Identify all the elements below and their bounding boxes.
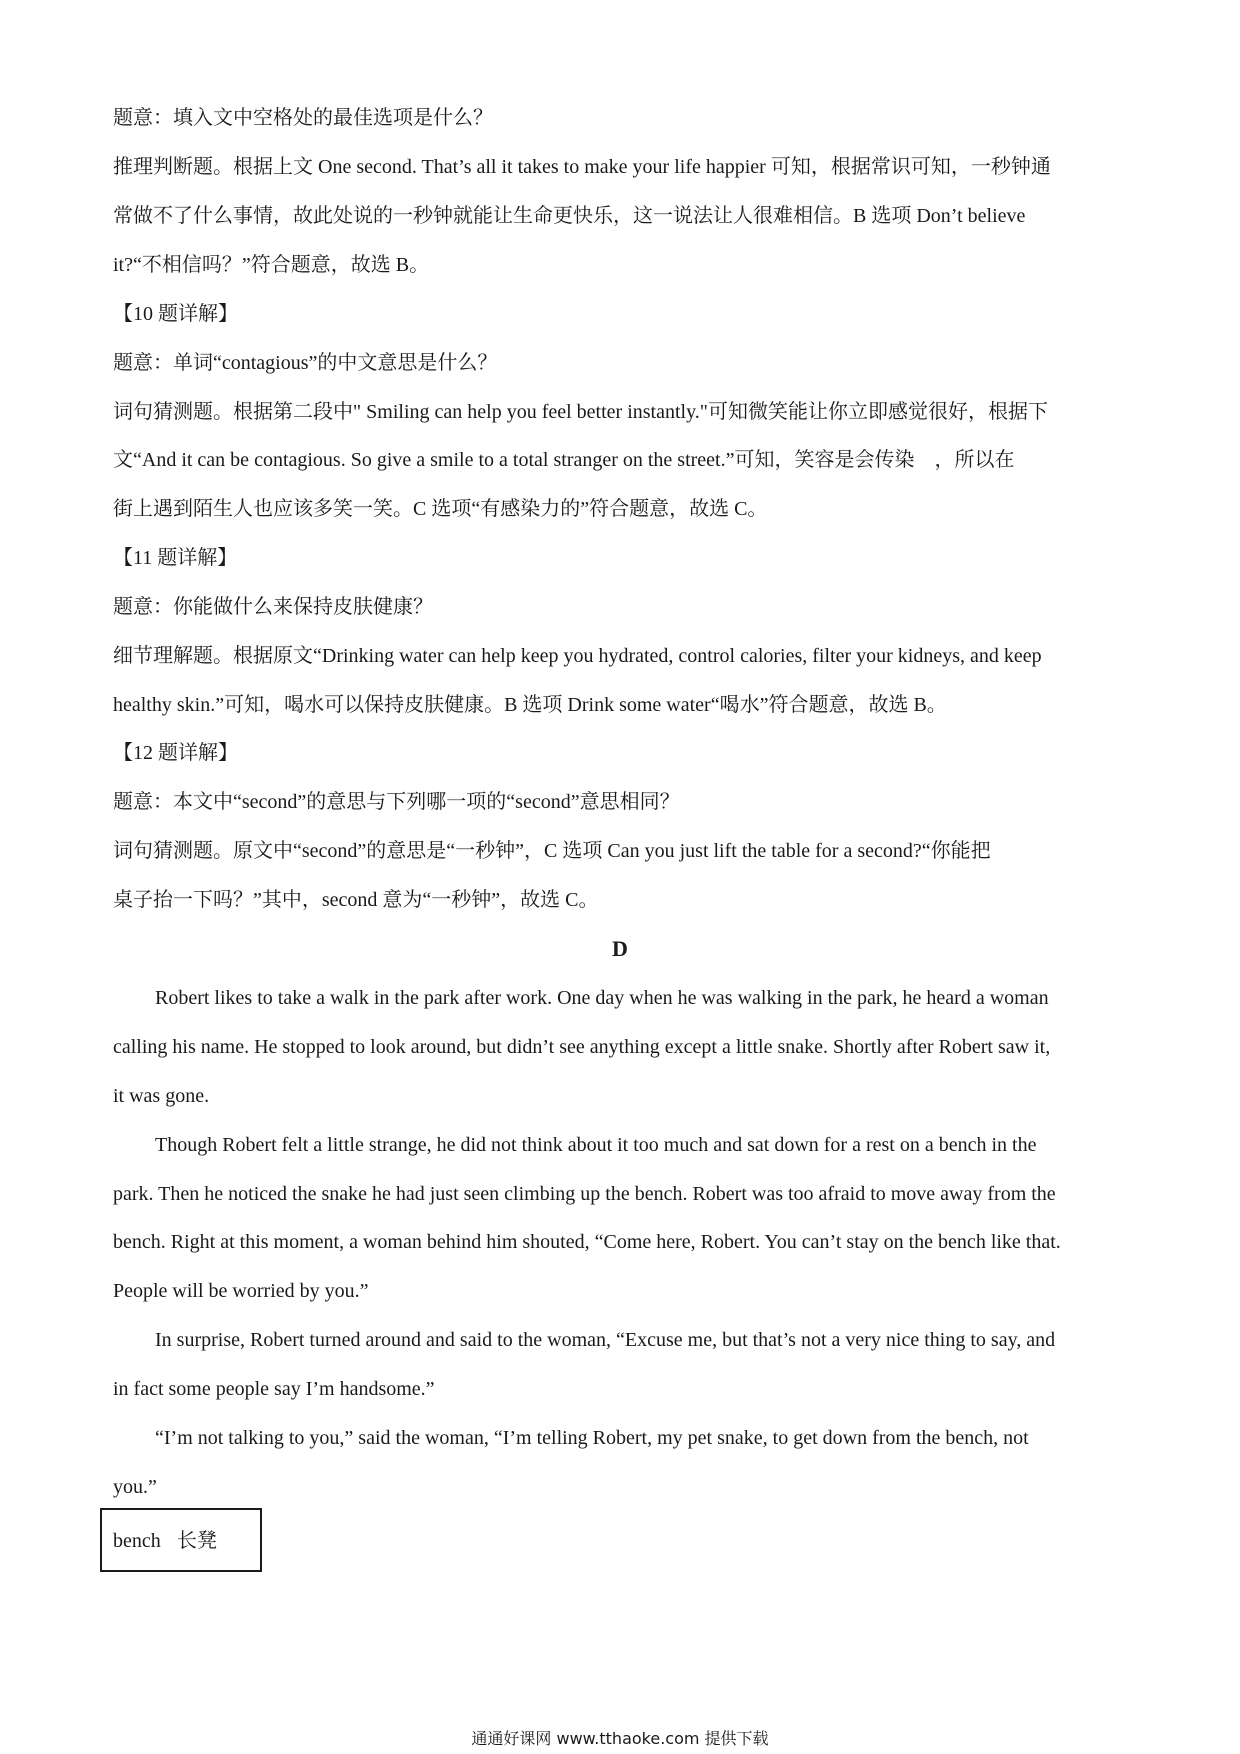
text-line: 题意：填入文中空格处的最佳选项是什么？ <box>113 107 493 129</box>
passage-line: Robert likes to take a walk in the park after work. One day when he was walking in the park, he heard a woman <box>155 987 1049 1009</box>
text-line: it?“不相信吗？”符合题意，故选 B。 <box>113 254 430 276</box>
text-line: healthy skin.”可知，喝水可以保持皮肤健康。B 选项 Drink some water“喝水”符合题意，故选 B。 <box>113 694 947 716</box>
passage-line: calling his name. He stopped to look around, but didn’t see anything except a little snake. Shortly after Robert saw it, <box>113 1036 1051 1058</box>
passage-line: it was gone. <box>113 1085 210 1107</box>
passage-line: Though Robert felt a little strange, he did not think about it too much and sat down for a rest on a bench in the <box>155 1134 1037 1156</box>
passage-heading: D <box>612 936 628 961</box>
vocab-box <box>100 1508 262 1572</box>
vocab-word: bench <box>113 1530 161 1552</box>
passage-line: bench. Right at this moment, a woman behind him shouted, “Come here, Robert. You can’t stay on the bench like that. <box>113 1231 1061 1253</box>
text-line: 桌子抬一下吗？”其中，second 意为“一秒钟”，故选 C。 <box>113 889 599 911</box>
page-footer: 通通好课网 www.tthaoke.com 提供下载 <box>471 1729 769 1748</box>
passage-line: you.” <box>113 1476 157 1498</box>
passage-line: In surprise, Robert turned around and said to the woman, “Excuse me, but that’s not a very nice thing to say, and <box>155 1329 1056 1351</box>
vocab-meaning: 长凳 <box>177 1530 217 1552</box>
text-line: 题意：你能做什么来保持皮肤健康？ <box>113 596 433 618</box>
text-line: 词句猜测题。原文中“second”的意思是“一秒钟”，C 选项 Can you just lift the table for a second?“你能把 <box>113 840 991 862</box>
text-line: 细节理解题。根据原文“Drinking water can help keep you hydrated, control calories, filter your kidneys, and keep <box>113 645 1042 667</box>
text-line: 常做不了什么事情，故此处说的一秒钟就能让生命更快乐，这一说法让人很难相信。B 选项 Don’t believe <box>113 205 1026 227</box>
text-line: 词句猜测题。根据第二段中" Smiling can help you feel better instantly."可知微笑能让你立即感觉很好，根据下 <box>113 401 1048 423</box>
section-heading: 【12 题详解】 <box>113 742 238 764</box>
text-line: 文“And it can be contagious. So give a smile to a total stranger on the street.”可知，笑容是会传染 ，所以在 <box>113 449 1015 471</box>
text-line: 题意：单词“contagious”的中文意思是什么？ <box>113 352 498 374</box>
section-heading: 【11 题详解】 <box>113 547 238 569</box>
passage-line: in fact some people say I’m handsome.” <box>113 1378 435 1400</box>
passage-line: park. Then he noticed the snake he had just seen climbing up the bench. Robert was too afraid to move away from the <box>113 1183 1056 1205</box>
text-line: 街上遇到陌生人也应该多笑一笑。C 选项“有感染力的”符合题意，故选 C。 <box>113 498 768 520</box>
passage-line: “I’m not talking to you,” said the woman, “I’m telling Robert, my pet snake, to get down from the bench, not <box>155 1427 1029 1449</box>
text-line: 题意：本文中“second”的意思与下列哪一项的“second”意思相同？ <box>113 791 680 813</box>
passage-line: People will be worried by you.” <box>113 1280 369 1302</box>
section-heading: 【10 题详解】 <box>113 303 238 325</box>
text-line: 推理判断题。根据上文 One second. That’s all it takes to make your life happier 可知，根据常识可知，一秒钟通 <box>113 156 1051 178</box>
